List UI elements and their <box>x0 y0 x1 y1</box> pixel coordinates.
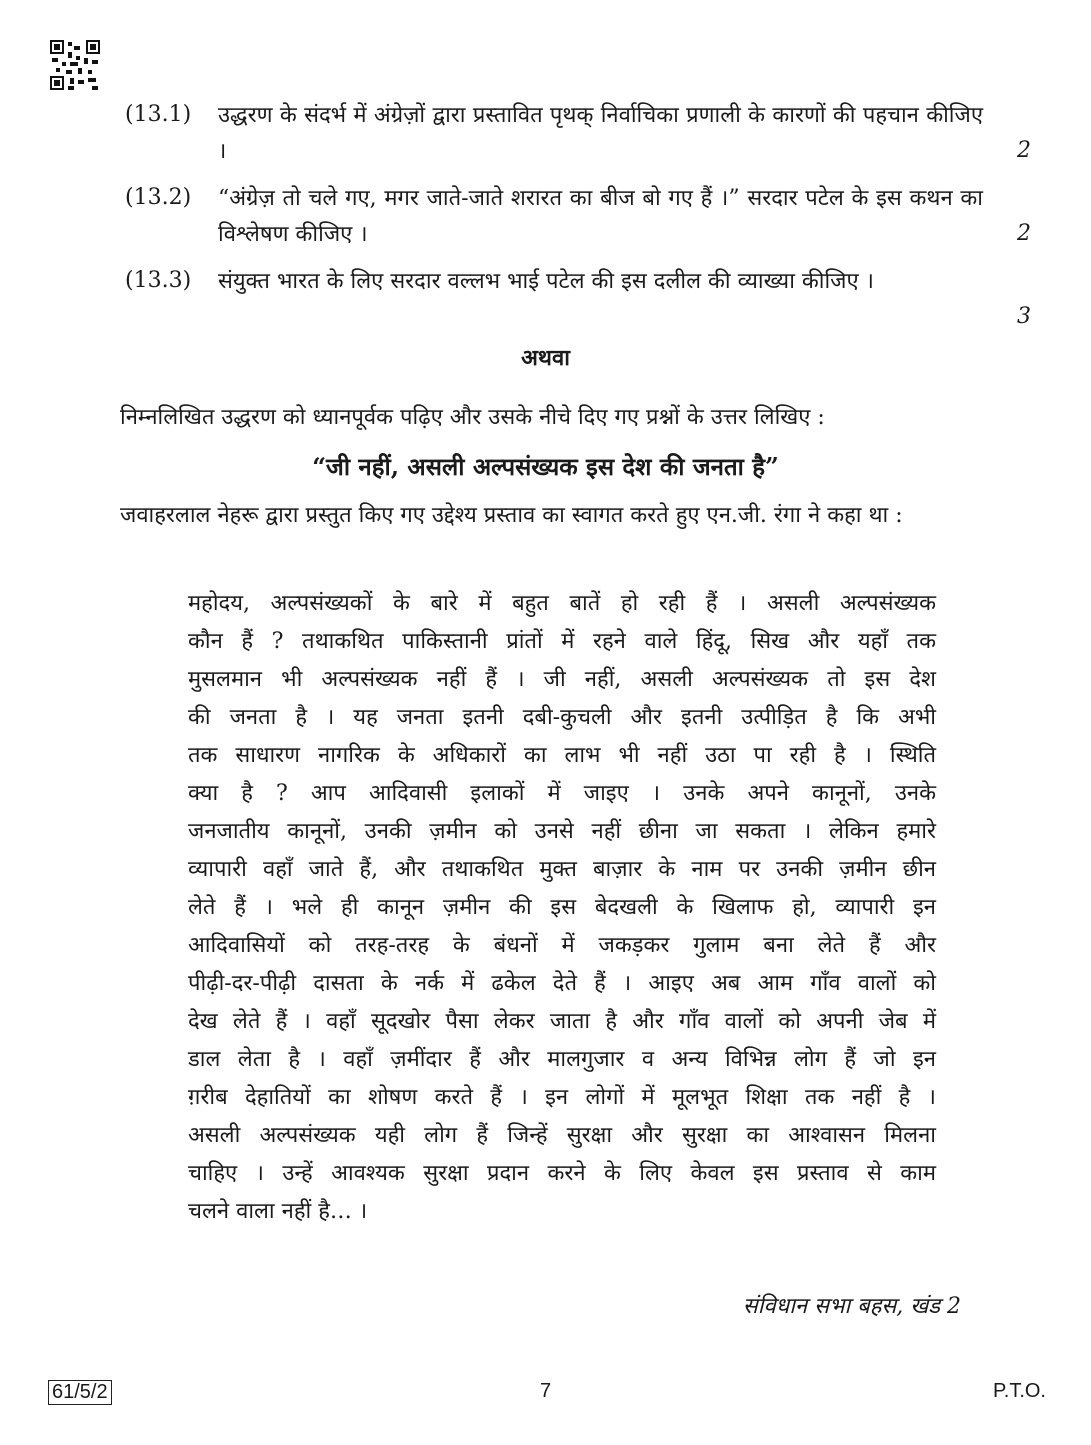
quote-line: आदिवासियों को तरह-तरह के बंधनों में जकड़कर गुलाम बना लेते हैं और <box>188 933 936 958</box>
quote-line: असली अल्पसंख्यक यही लोग हैं जिन्हें सुरक्षा और सुरक्षा का आश्वासन मिलना <box>188 1123 936 1148</box>
quote-line: चाहिए । उन्हें आवश्यक सुरक्षा प्रदान करने के लिए केवल इस प्रस्ताव से काम <box>188 1161 936 1186</box>
quote-line: देख लेते हैं । वहाँ सूदखोर पैसा लेकर जाता है और गाँव वालों को अपनी जेब में <box>188 1009 936 1034</box>
qr-code-icon <box>50 40 100 90</box>
quote-line: ग़रीब देहातियों का शोषण करते हैं । इन लोगों में मूलभूत शिक्षा तक नहीं है । <box>188 1085 936 1110</box>
quote-line: लेते हैं । भले ही कानून ज़मीन की इस बेदखली के खिलाफ हो, व्यापारी इन <box>188 895 936 920</box>
quote-line: महोदय, अल्पसंख्यकों के बारे में बहुत बातें हो रही हैं । असली अल्पसंख्यक <box>188 591 936 616</box>
quote-line: चलने वाला नहीं है… । <box>188 1199 368 1224</box>
question-number: (13.1) <box>125 102 192 127</box>
question-text: संयुक्त भारत के लिए सरदार वल्लभ भाई पटेल की इस दलील की व्याख्या कीजिए । <box>218 269 875 294</box>
source-citation: संविधान सभा बहस, खंड 2 <box>742 1294 961 1319</box>
quote-line: डाल लेता है । वहाँ ज़मींदार हैं और मालगुजार व अन्य विभिन्न लोग हैं जो इन <box>188 1047 936 1072</box>
question-text: उद्धरण के संदर्भ में अंग्रेज़ों द्वारा प्रस्तावित पृथक् निर्वाचिका प्रणाली के कारणों की पहचान कीजिए । <box>218 103 983 164</box>
question-marks: 2 <box>1017 221 1031 246</box>
quote-line: तक साधारण नागरिक के अधिकारों का लाभ भी नहीं उठा पा रही है । स्थिति <box>188 743 936 768</box>
page-number: 7 <box>539 1380 552 1402</box>
paper-code: 61/5/2 <box>48 1380 112 1405</box>
quote-line: पीढ़ी-दर-पीढ़ी दासता के नर्क में ढकेल देते हैं । आइए अब आम गाँव वालों को <box>188 971 936 996</box>
passage-heading: “जी नहीं, असली अल्पसंख्यक इस देश की जनता है” <box>312 452 779 481</box>
quote-block <box>188 585 936 1231</box>
quote-line: व्यापारी वहाँ जाते हैं, और तथाकथित मुक्त बाज़ार के नाम पर उनकी ज़मीन छीन <box>188 857 936 882</box>
pto-label: P.T.O. <box>993 1380 1046 1402</box>
question-number: (13.2) <box>125 185 192 210</box>
quote-line: कौन हैं ? तथाकथित पाकिस्तानी प्रांतों में रहने वाले हिंदू, सिख और यहाँ तक <box>188 629 936 654</box>
or-separator: अथवा <box>521 345 570 371</box>
quote-line: क्या है ? आप आदिवासी इलाकों में जाइए । उनके अपने कानूनों, उनके <box>188 781 936 806</box>
question-marks: 3 <box>1017 304 1031 329</box>
quote-line: जनजातीय कानूनों, उनकी ज़मीन को उनसे नहीं छीना जा सकता । लेकिन हमारे <box>188 819 936 844</box>
quote-line: मुसलमान भी अल्पसंख्यक नहीं हैं । जी नहीं, असली अल्पसंख्यक तो इस देश <box>188 667 936 692</box>
instruction: निम्नलिखित उद्धरण को ध्यानपूर्वक पढ़िए और उसके नीचे दिए गए प्रश्नों के उत्तर लिखिए : <box>120 405 825 430</box>
passage-intro: जवाहरलाल नेहरू द्वारा प्रस्तुत किए गए उद्देश्य प्रस्ताव का स्वागत करते हुए एन.जी. रंगा ने कहा था : <box>120 503 903 528</box>
question-text: “अंग्रेज़ तो चले गए, मगर जाते-जाते शरारत का बीज बो गए हैं ।” सरदार पटेल के इस कथन का विश्लेषण कीजिए । <box>218 186 983 247</box>
question-number: (13.3) <box>125 268 192 293</box>
quote-line: की जनता है । यह जनता इतनी दबी-कुचली और इतनी उत्पीड़ित है कि अभी <box>188 705 936 730</box>
question-marks: 2 <box>1017 138 1031 163</box>
